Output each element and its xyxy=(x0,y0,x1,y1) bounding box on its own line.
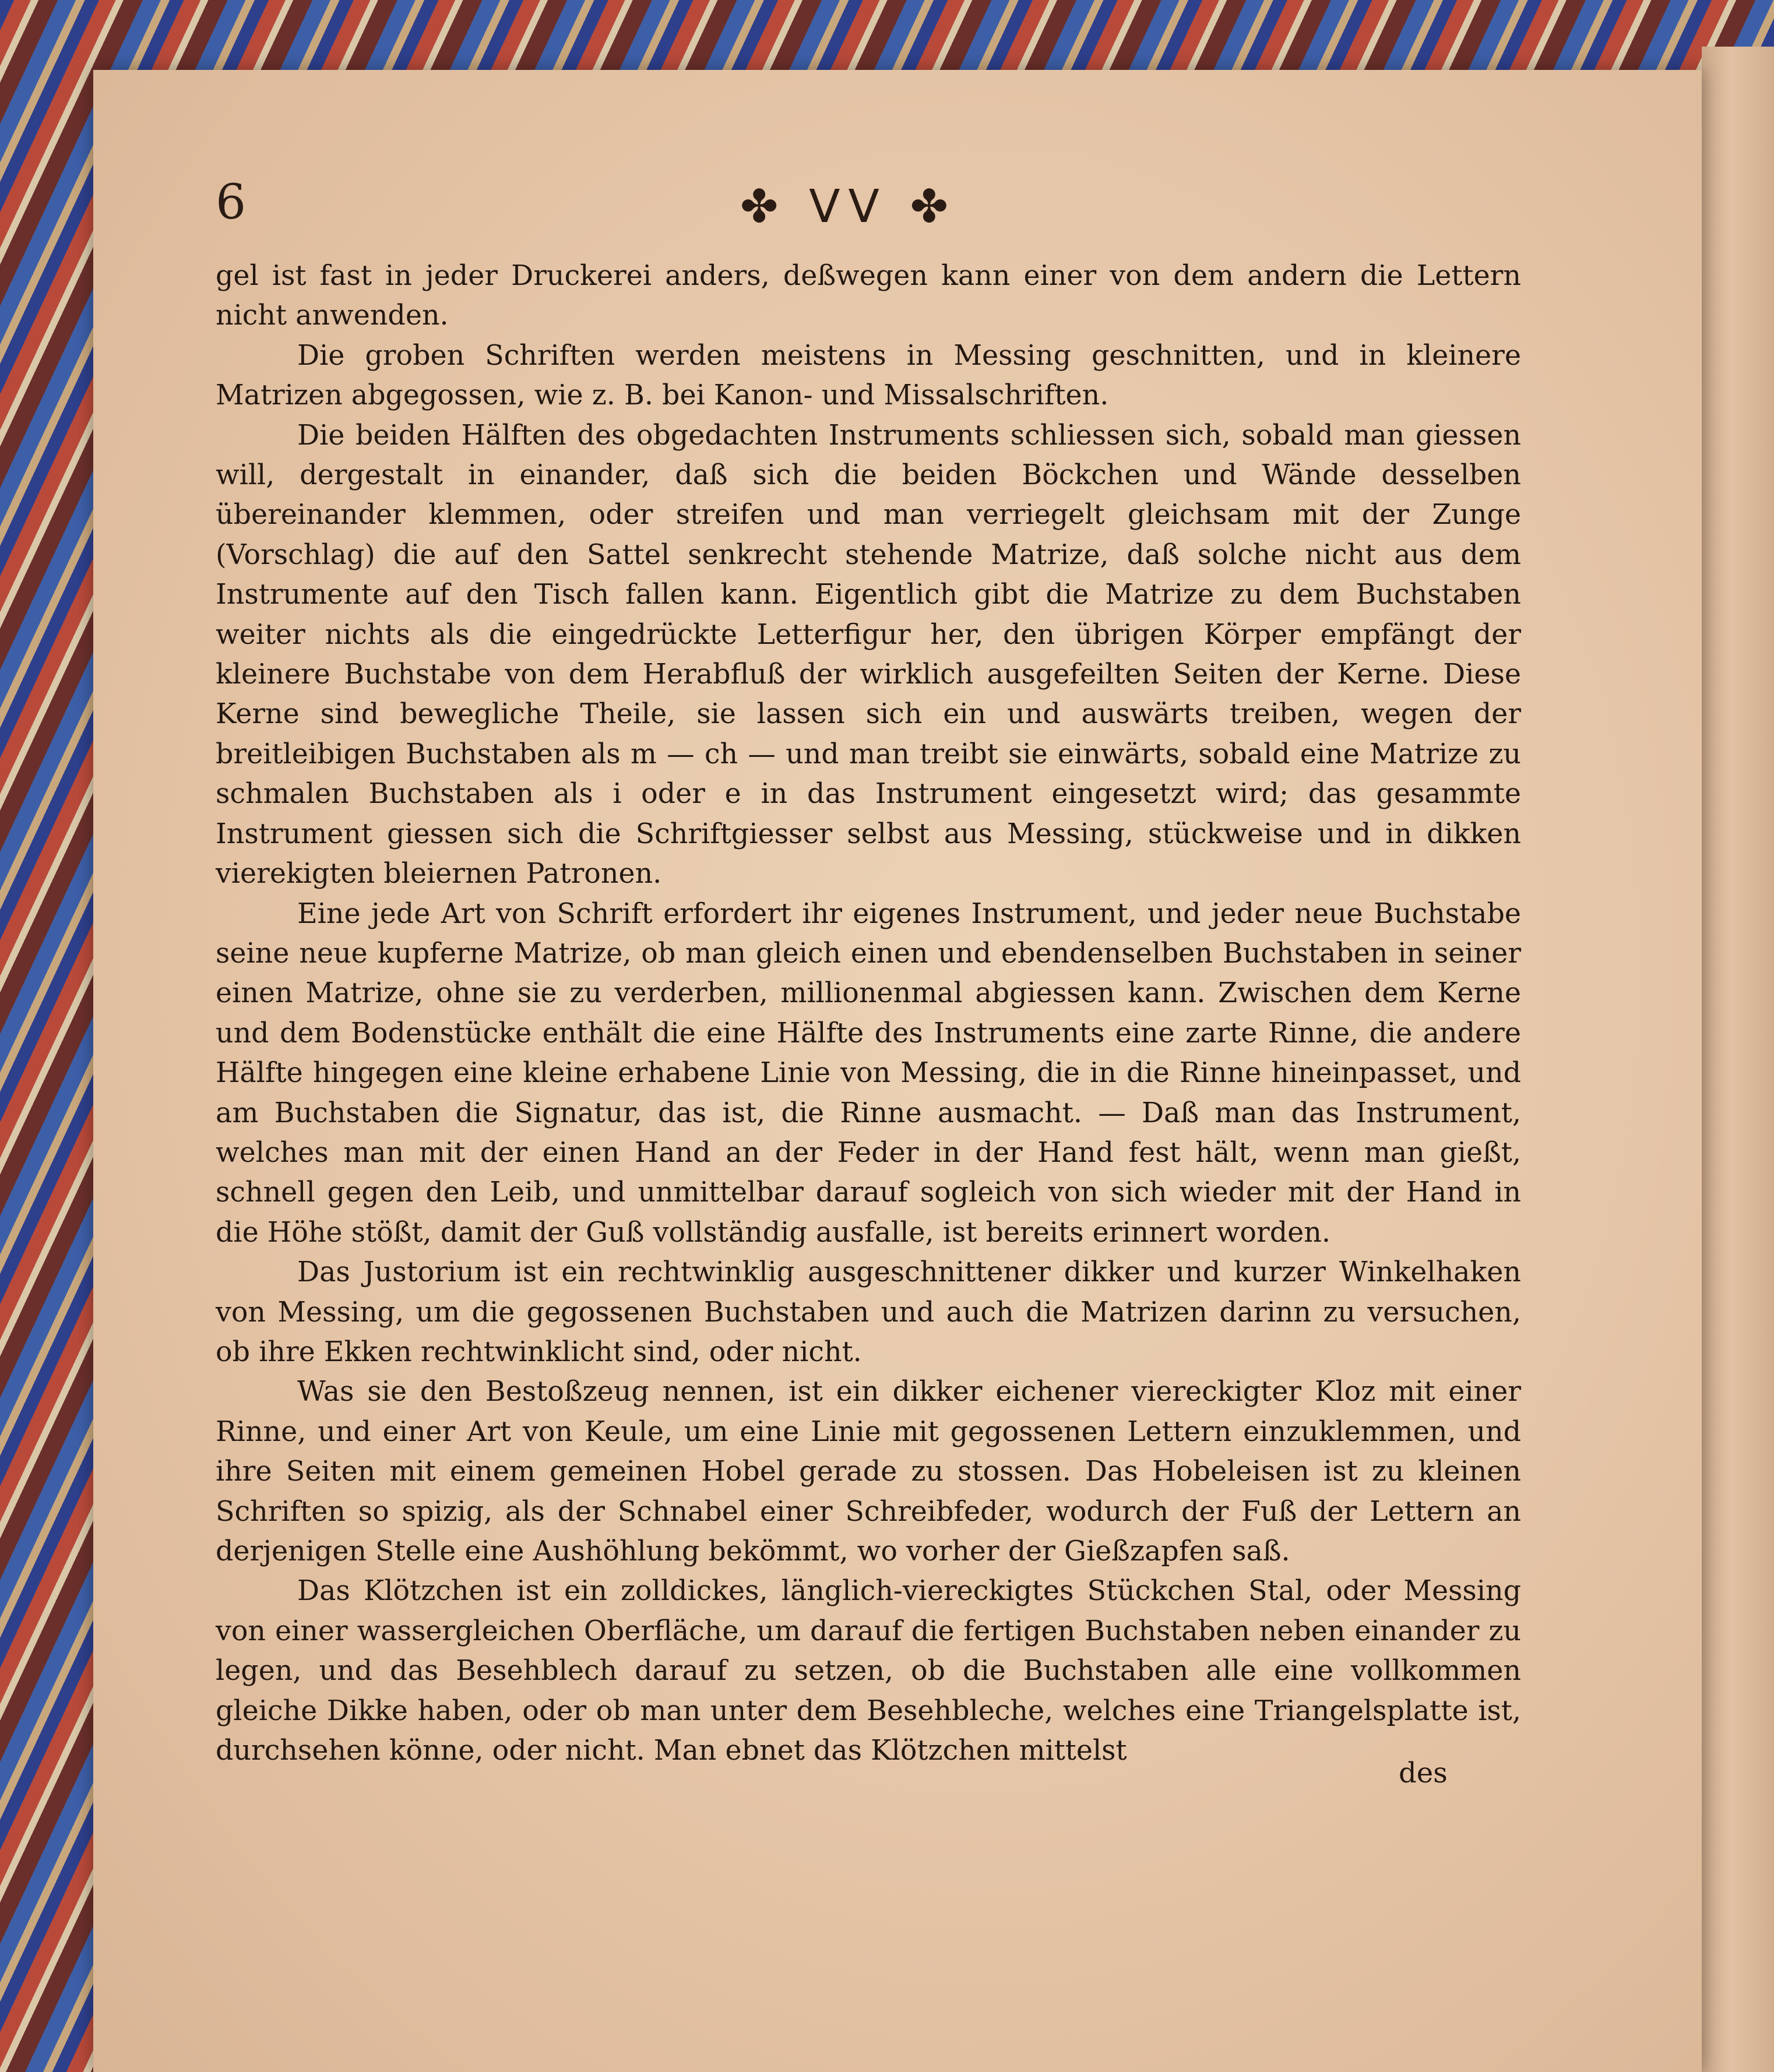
facing-page-edge xyxy=(1702,47,1774,2072)
paragraph: Das Klötzchen ist ein zolldickes, länglich-viereckigtes Stückchen Stal, oder Messing von einer wassergleichen Oberfläche, um darauf die fertigen Buchstaben neben einander zu legen, und das Besehblech darauf zu setzen, ob die Buchstaben alle eine vollkommen gleiche Dikke haben, oder ob man unter dem Besehbleche, welches eine Triangelsplatte ist, durchsehen könne, oder nicht. Man ebnet das Klötzchen mittelst xyxy=(216,1575,1521,1767)
paragraph: Das Justorium ist ein rechtwinklig ausgeschnittener dikker und kurzer Winkelhaken von Messing, um die gegossenen Buchstaben und auch die Matrizen darinn zu versuchen, ob ihre Ekken rechtwinklicht sind, oder nicht. xyxy=(216,1256,1521,1368)
paragraph: gel ist fast in jeder Druckerei anders, deßwegen kann einer von dem andern die Lettern nicht anwenden. xyxy=(216,260,1521,332)
paragraph: Eine jede Art von Schrift erfordert ihr eigenes Instrument, und jeder neue Buchstabe seine neue kupferne Matrize, ob man gleich einen und ebendenselben Buchstaben in seiner einen Matrize, ohne sie zu verderben, millionenmal abgiessen kann. Zwischen dem Kerne und dem Bodenstücke enthält die eine Hälfte des Instruments eine zarte Rinne, die andere Hälfte hingegen eine kleine erhabene Linie von Messing, die in die Rinne hineinpasset, und am Buchstaben die Signatur, das ist, die Rinne ausmacht. — Daß man das Instrument, welches man mit der einen Hand an der Feder in der Hand fest hält, wenn man gießt, schnell gegen den Leib, und unmittelbar darauf sogleich von sich wieder mit der Hand in die Höhe stößt, damit der Guß vollständig ausfalle, ist bereits erinnert worden. xyxy=(216,897,1521,1249)
paragraph: Was sie den Bestoßzeug nennen, ist ein dikker eichener viereckigter Kloz mit einer Rinne, und einer Art von Keule, um eine Linie mit gegossenen Lettern einzuklemmen, und ihre Seiten mit einem gemeinen Hobel gerade zu stossen. Das Hobeleisen ist zu kleinen Schriften so spizig, als der Schnabel einer Schreibfeder, wodurch der Fuß der Lettern an derjenigen Stelle eine Aushöhlung bekömmt, wo vorher der Gießzapfen saß. xyxy=(216,1376,1521,1567)
header-ornament-icon: ✤ ᐯᐯ ✤ xyxy=(740,181,957,233)
body-text xyxy=(216,256,1521,1771)
paragraph: Die groben Schriften werden meistens in Messing geschnitten, und in kleinere Matrizen abgegossen, wie z. B. bei Kanon- und Missalschriften. xyxy=(216,339,1521,412)
paragraph: Die beiden Hälften des obgedachten Instruments schliessen sich, sobald man giessen will, dergestalt in einander, daß sich die beiden Böckchen und Wände desselben übereinander klemmen, oder streifen und man verriegelt gleichsam mit der Zunge (Vorschlag) die auf den Sattel senkrecht stehende Matrize, daß solche nicht aus dem Instrumente auf den Tisch fallen kann. Eigentlich gibt die Matrize zu dem Buchstaben weiter nichts als die eingedrückte Letterfigur her, den übrigen Körper empfängt der kleinere Buchstabe von dem Herabfluß der wirklich ausgefeilten Seiten der Kerne. Diese Kerne sind bewegliche Theile, sie lassen sich ein und auswärts treiben, wegen der breitleibigen Buchstaben als m — ch — und man treibt sie einwärts, sobald eine Matrize zu schmalen Buchstaben als i oder e in das Instrument eingesetzt wird; das gesammte Instrument giessen sich die Schriftgiesser selbst aus Messing, stückweise und in dikken vierekigten bleiernen Patronen. xyxy=(216,419,1521,890)
catchword: des xyxy=(1399,1757,1448,1789)
page-number: 6 xyxy=(216,175,247,230)
page-header xyxy=(216,175,1521,245)
